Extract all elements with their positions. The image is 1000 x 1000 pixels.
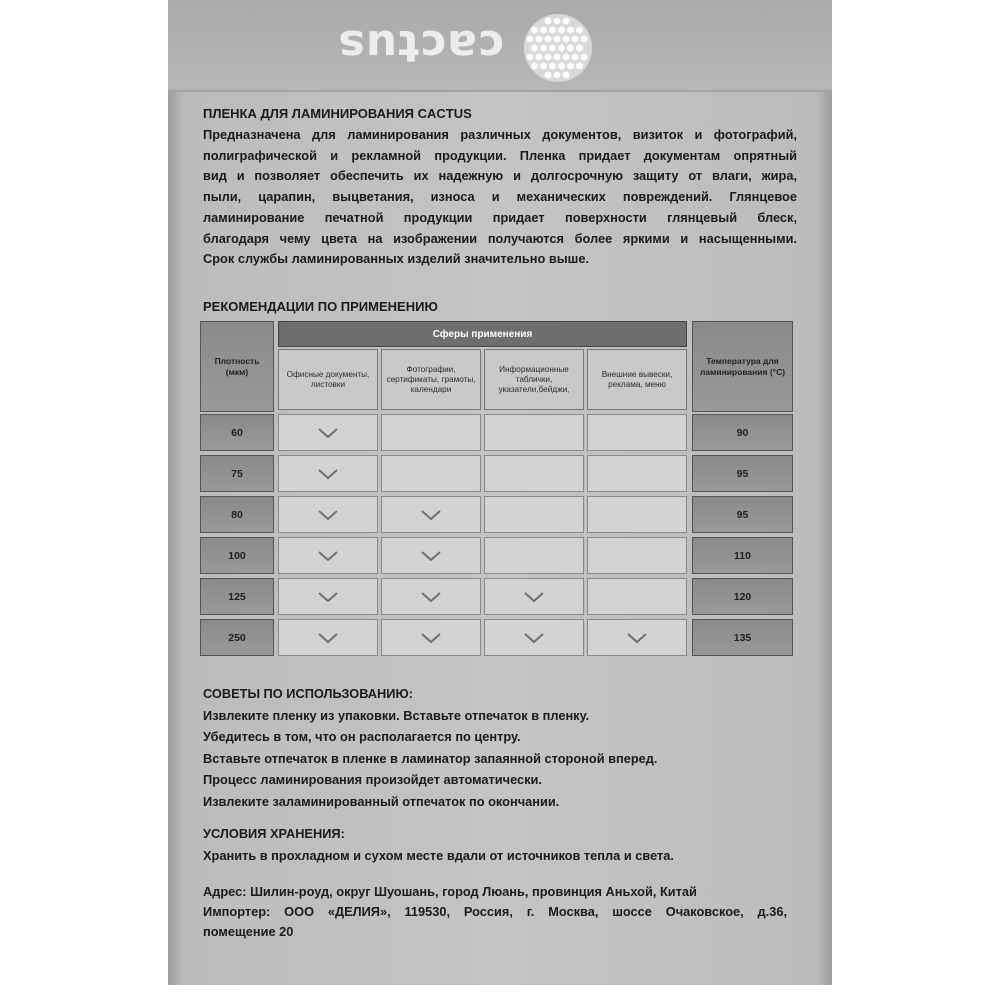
- density-cell: 125: [200, 578, 274, 615]
- description-line: вид и позволяет обеспечить их надежную и долгосрочную защиту от влаги, жира,: [203, 168, 797, 184]
- temperature-cell: 95: [692, 496, 793, 533]
- sphere-cell: [484, 578, 584, 615]
- importer-line: Импортер: ООО «ДЕЛИЯ», 119530, Россия, г. Москва, шоссе Очаковское, д.36,: [203, 904, 787, 919]
- checkmark-icon: [317, 467, 339, 481]
- tips-title: СОВЕТЫ ПО ИСПОЛЬЗОВАНИЮ:: [203, 686, 413, 701]
- spheres-column-header: Сферы применения: [278, 321, 687, 347]
- temperature-cell: 95: [692, 455, 793, 492]
- tip-line: Процесс ламинирования произойдет автоматически.: [203, 772, 542, 787]
- density-cell: 100: [200, 537, 274, 574]
- checkmark-icon: [523, 590, 545, 604]
- sphere-cell: [278, 455, 378, 492]
- density-cell: 75: [200, 455, 274, 492]
- storage-conditions: [203, 823, 674, 866]
- checkmark-icon: [626, 631, 648, 645]
- sphere-header-info-signs: Информационные таблички, указатели,бейджи,: [484, 349, 584, 410]
- sphere-cell: [587, 578, 687, 615]
- usage-tips: [203, 683, 657, 812]
- address-line: Адрес: Шилин-роуд, округ Шуошань, город Люань, провинция Аньхой, Китай: [203, 884, 697, 899]
- description-line: Предназначена для ламинирования различных документов, визиток и фотографий,: [203, 127, 797, 142]
- sphere-cell: [484, 414, 584, 451]
- product-title: ПЛЕНКА ДЛЯ ЛАМИНИРОВАНИЯ CACTUS: [203, 106, 472, 121]
- sphere-cell: [484, 537, 584, 574]
- temperature-cell: 135: [692, 619, 793, 656]
- sphere-cell: [587, 496, 687, 533]
- checkmark-icon: [420, 549, 442, 563]
- importer-line-end: помещение 20: [203, 924, 294, 939]
- tip-line: Извлеките заламинированный отпечаток по окончании.: [203, 793, 560, 809]
- temperature-cell: 110: [692, 537, 793, 574]
- checkmark-icon: [420, 631, 442, 645]
- recommendations-title: РЕКОМЕНДАЦИИ ПО ПРИМЕНЕНИЮ: [203, 299, 438, 314]
- tip-line: Извлеките пленку из упаковки. Вставьте отпечаток в пленку.: [203, 707, 590, 723]
- sphere-cell: [381, 537, 481, 574]
- sphere-cell: [381, 455, 481, 492]
- package-top-flap: [168, 0, 832, 92]
- sphere-cell: [381, 414, 481, 451]
- sphere-cell: [587, 619, 687, 656]
- sphere-header-office: Офисные документы, листовки: [278, 349, 378, 410]
- brand-logo-text: cactus: [337, 20, 504, 71]
- sphere-cell: [381, 578, 481, 615]
- description-line: ламинирование печатной продукции придает поверхности глянцевый блеск,: [203, 209, 797, 225]
- sphere-cell: [381, 496, 481, 533]
- sphere-header-outdoor: Внешние вывески, реклама, меню: [587, 349, 687, 410]
- package-box: [168, 0, 832, 985]
- sphere-cell: [278, 578, 378, 615]
- tip-line: Вставьте отпечаток в пленке в ламинатор запаянной стороной вперед.: [203, 750, 658, 766]
- checkmark-icon: [317, 508, 339, 522]
- temperature-cell: 120: [692, 578, 793, 615]
- sphere-cell: [278, 496, 378, 533]
- sphere-cell: [484, 455, 584, 492]
- sphere-cell: [587, 414, 687, 451]
- checkmark-icon: [317, 549, 339, 563]
- checkmark-icon: [523, 631, 545, 645]
- sphere-cell: [484, 496, 584, 533]
- sphere-cell: [587, 455, 687, 492]
- description-line: пыли, царапин, выцветания, износа и механических повреждений. Глянцевое: [203, 189, 797, 205]
- checkmark-icon: [420, 590, 442, 604]
- sphere-cell: [484, 619, 584, 656]
- description-line: благодаря чему цвета на изображении получаются более яркими и насыщенными.: [203, 230, 797, 246]
- checkmark-icon: [420, 508, 442, 522]
- checkmark-icon: [317, 631, 339, 645]
- brand-logo-icon: [520, 10, 596, 86]
- description-line: Срок службы ламинированных изделий значительно выше.: [203, 251, 590, 267]
- density-cell: 80: [200, 496, 274, 533]
- temperature-cell: 90: [692, 414, 793, 451]
- sphere-cell: [587, 537, 687, 574]
- address-block: [203, 882, 787, 942]
- tip-line: Убедитесь в том, что он располагается по центру.: [203, 729, 521, 744]
- storage-title: УСЛОВИЯ ХРАНЕНИЯ:: [203, 826, 345, 841]
- sphere-header-photos: Фотографии, сертификаты, грамоты, календари: [381, 349, 481, 410]
- density-column-header: Плотность (мкм): [200, 321, 274, 412]
- checkmark-icon: [317, 590, 339, 604]
- sphere-cell: [278, 619, 378, 656]
- sphere-cell: [381, 619, 481, 656]
- checkmark-icon: [317, 426, 339, 440]
- density-cell: 60: [200, 414, 274, 451]
- temperature-column-header: Температура для ламинирования (°С): [692, 321, 793, 412]
- product-description: [203, 125, 797, 270]
- density-cell: 250: [200, 619, 274, 656]
- storage-text: Хранить в прохладном и сухом месте вдали от источников тепла и света.: [203, 847, 674, 863]
- description-line: полиграфической и рекламной продукции. Пленка придает документам опрятный: [203, 147, 797, 163]
- sphere-cell: [278, 537, 378, 574]
- sphere-cell: [278, 414, 378, 451]
